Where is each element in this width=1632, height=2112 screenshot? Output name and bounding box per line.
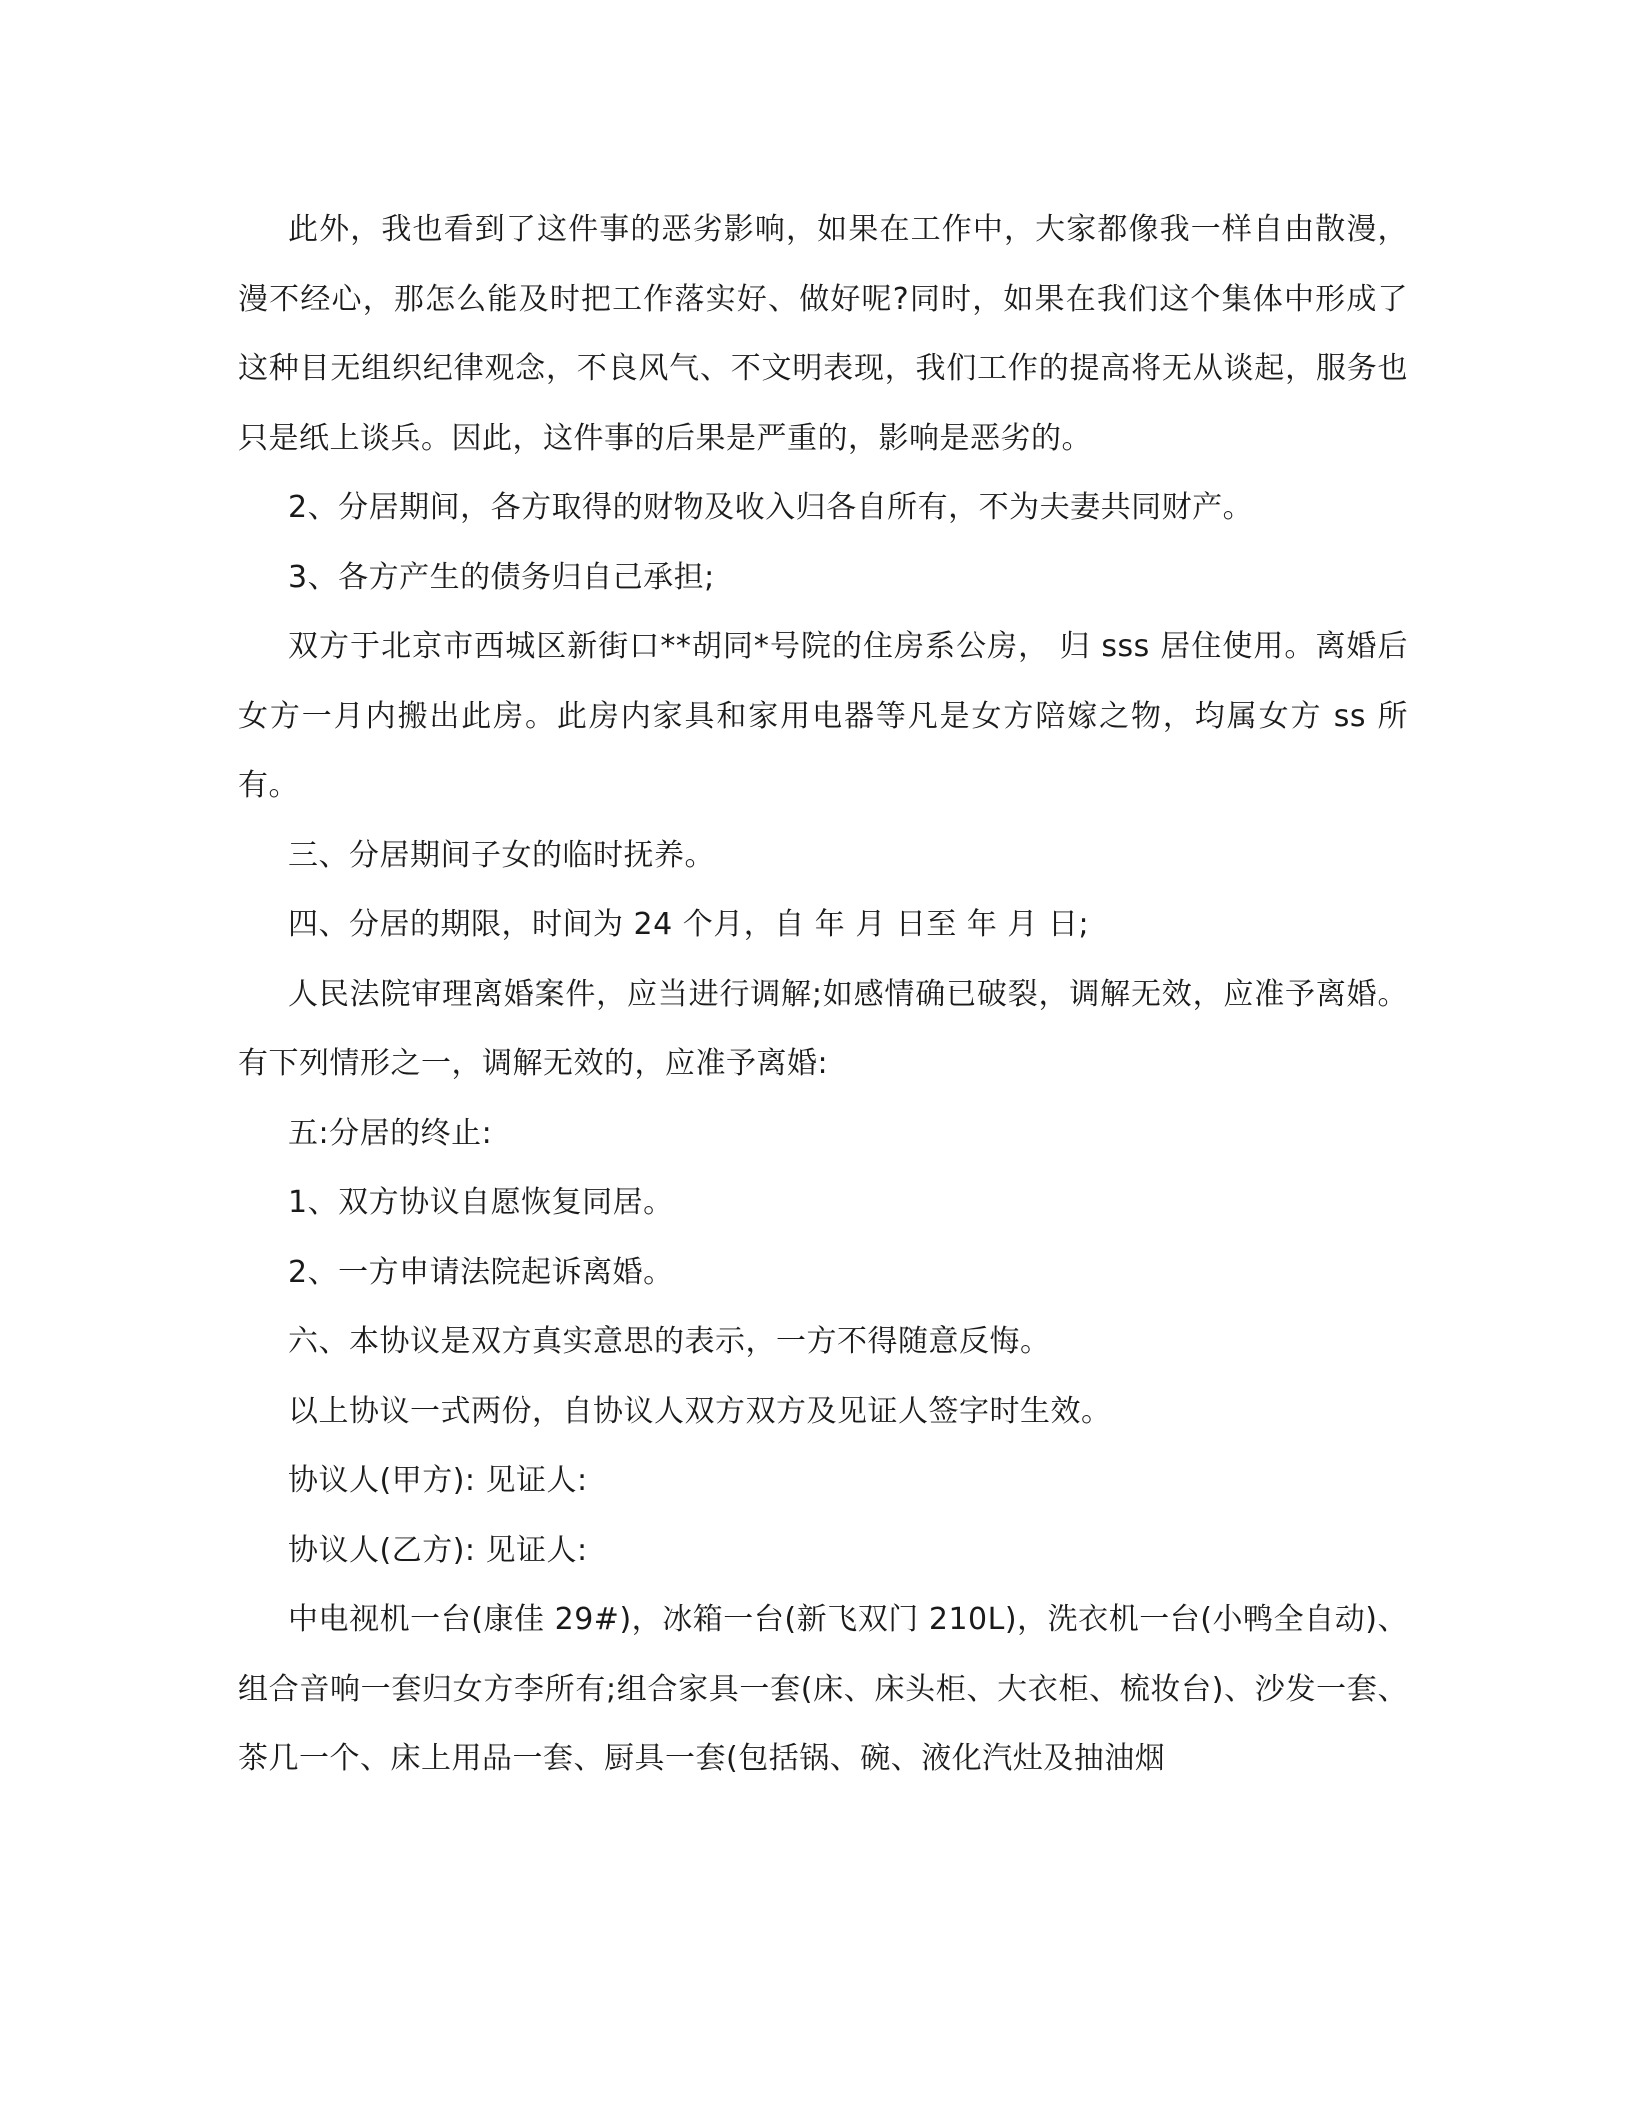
paragraph-housing: 双方于北京市西城区新街口**胡同*号院的住房系公房， 归 sss 居住使用。离婚后女方一月内搬出此房。此房内家具和家用电器等凡是女方陪嫁之物，均属女方 ss 所有。 [238,629,1408,803]
paragraph-section-3: 三、分居期间子女的临时抚养。 [288,837,715,873]
paragraph-consequences: 此外，我也看到了这件事的恶劣影响，如果在工作中，大家都像我一样自由散漫，漫不经心，那怎么能及时把工作落实好、做好呢?同时，如果在我们这个集体中形成了这种目无组织纪律观念，不良风气、不文明表现，我们工作的提高将无从谈起，服务也只是纸上谈兵。因此，这件事的后果是严重的，影响是恶劣的。 [238,212,1408,456]
paragraph-section-6: 六、本协议是双方真实意思的表示，一方不得随意反悔。 [288,1324,1051,1359]
signature-party-b: 协议人(乙方): 见证人: [288,1532,588,1568]
paragraph-property-list: 中电视机一台(康佳 29#)，冰箱一台(新飞双门 210L)，洗衣机一台(小鸭全自动)、组合音响一套归女方李所有;组合家具一套(床、床头柜、大衣柜、梳妆台)、沙发一套、茶几一个、床上用品一套、厨具一套(包括锅、碗、液化汽灶及抽油烟 [238,1602,1408,1776]
paragraph-court-mediation: 人民法院审理离婚案件，应当进行调解;如感情确已破裂，调解无效，应准予离婚。 有下列情形之一，调解无效的，应准予离婚: [238,976,1408,1081]
paragraph-section-5: 五:分居的终止: [288,1115,493,1151]
paragraph-item-3: 3、各方产生的债务归自己承担; [288,559,715,595]
paragraph-section-4: 四、分居的期限，时间为 24 个月，自 年 月 日至 年 月 日; [288,907,1090,942]
signature-party-a: 协议人(甲方): 见证人: [288,1463,588,1498]
paragraph-termination-2: 2、一方申请法院起诉离婚。 [288,1254,674,1290]
paragraph-termination-1: 1、双方协议自愿恢复同居。 [288,1185,674,1220]
document-body [238,195,1408,1794]
paragraph-effective: 以上协议一式两份，自协议人双方双方及见证人签字时生效。 [288,1393,1112,1429]
paragraph-item-2: 2、分居期间，各方取得的财物及收入归各自所有，不为夫妻共同财产。 [288,490,1254,525]
